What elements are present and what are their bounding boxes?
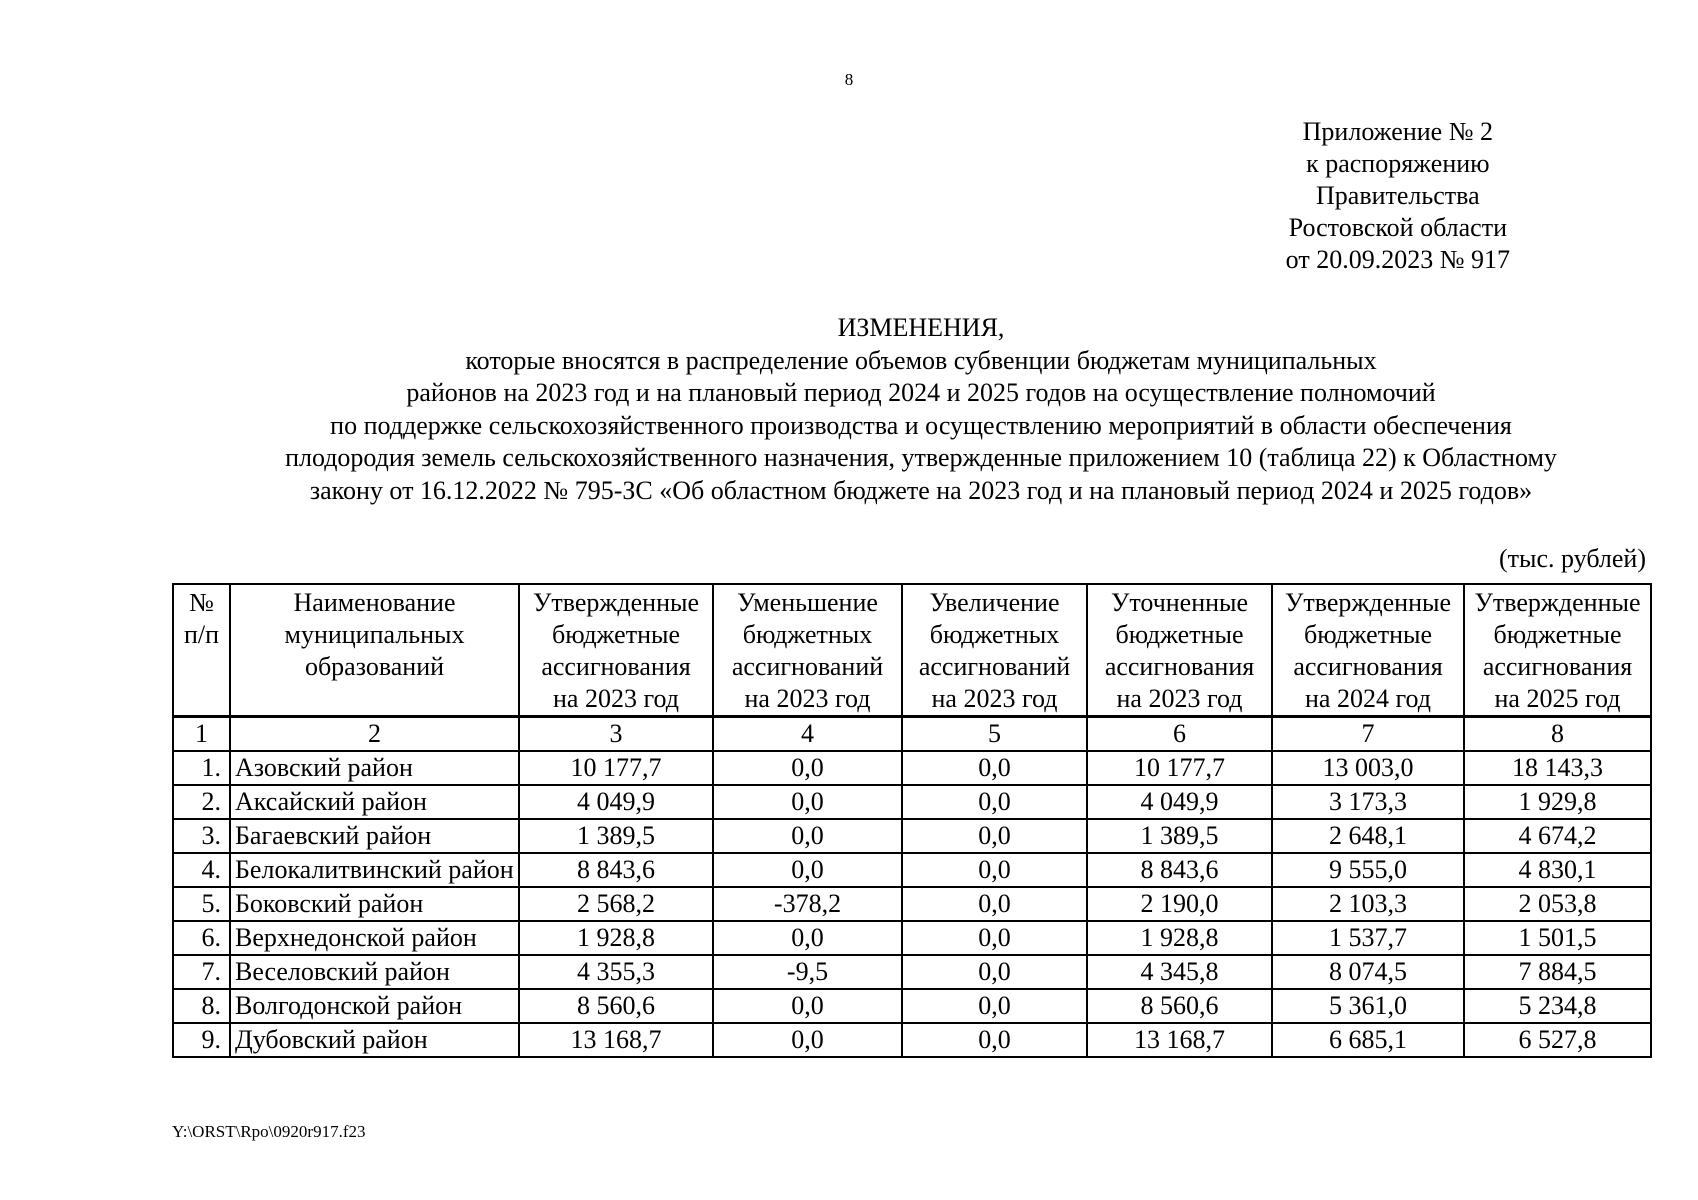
row-index: 1. [173, 751, 230, 785]
revised-2023-value: 8 560,6 [1087, 989, 1272, 1023]
heading-line: закону от 16.12.2022 № 795-ЗС «Об областном бюджете на 2023 год и на плановый период 2024 и 2025 годов» [309, 475, 1533, 505]
increase-2023-value: 0,0 [902, 921, 1087, 955]
increase-2023-value: 0,0 [902, 955, 1087, 989]
decrease-2023-value: -378,2 [713, 887, 902, 921]
header-text: образований [304, 652, 445, 681]
header-text: бюджетных [742, 620, 873, 649]
approved-2023-value: 1 389,5 [519, 819, 713, 853]
revised-2023-value: 1 389,5 [1087, 819, 1272, 853]
increase-2023-value: 0,0 [902, 751, 1087, 785]
approved-2024-value: 13 003,0 [1272, 751, 1464, 785]
increase-2023-value: 0,0 [902, 819, 1087, 853]
heading-title: ИЗМЕНЕНИЯ, [837, 313, 1005, 342]
row-index: 3. [173, 819, 230, 853]
header-text: бюджетные [551, 620, 680, 649]
header-text: бюджетные [1493, 620, 1622, 649]
row-index: 7. [173, 955, 230, 989]
page-number: 8 [844, 70, 854, 89]
table-row [173, 1023, 1651, 1057]
row-index: 8. [173, 989, 230, 1023]
header-text: ассигнования [1104, 652, 1255, 681]
header-text: Утвержденные [532, 588, 699, 617]
footer-file-path: Y:\ORST\Rpo\0920r917.f23 [172, 1122, 366, 1141]
table-row [173, 819, 1651, 853]
appendix-block [1286, 116, 1510, 276]
increase-2023-value: 0,0 [902, 785, 1087, 819]
municipality-name: Верхнедонской район [230, 921, 519, 955]
header-text: на 2023 год [931, 684, 1058, 713]
header-text: Уточненные [1110, 588, 1249, 617]
increase-2023-value: 0,0 [902, 1023, 1087, 1057]
header-text: п/п [183, 620, 220, 649]
approved-2025-value: 5 234,8 [1464, 989, 1651, 1023]
approved-2024-value: 8 074,5 [1272, 955, 1464, 989]
header-text: Увеличение [929, 588, 1060, 617]
municipality-name: Аксайский район [230, 785, 519, 819]
appendix-line: к распоряжению [1306, 149, 1490, 178]
revised-2023-value: 8 843,6 [1087, 853, 1272, 887]
approved-2023-value: 1 928,8 [519, 921, 713, 955]
heading-line: плодородия земель сельскохозяйственного назначения, утвержденные приложением 10 (таблица 22) к Областному [285, 443, 1557, 472]
budget-table [172, 583, 1652, 1058]
units-label: (тыс. рублей) [1498, 544, 1646, 573]
municipality-name: Веселовский район [230, 955, 519, 989]
approved-2024-value: 1 537,7 [1272, 921, 1464, 955]
table-row [173, 989, 1651, 1023]
header-row [173, 584, 1651, 717]
decrease-2023-value: 0,0 [713, 921, 902, 955]
appendix-line: Приложение № 2 [1302, 117, 1494, 146]
table-row [173, 921, 1651, 955]
header-cell-approved-2024 [1272, 584, 1464, 717]
approved-2024-value: 9 555,0 [1272, 853, 1464, 887]
column-number: 8 [1464, 717, 1651, 752]
approved-2025-value: 7 884,5 [1464, 955, 1651, 989]
document-heading [0, 312, 1698, 507]
approved-2023-value: 4 049,9 [519, 785, 713, 819]
increase-2023-value: 0,0 [902, 989, 1087, 1023]
approved-2023-value: 8 560,6 [519, 989, 713, 1023]
approved-2024-value: 2 648,1 [1272, 819, 1464, 853]
table-row [173, 751, 1651, 785]
increase-2023-value: 0,0 [902, 887, 1087, 921]
column-number-row [173, 717, 1651, 752]
header-cell-increase-2023 [902, 584, 1087, 717]
column-number: 1 [173, 717, 230, 752]
header-text: бюджетные [1303, 620, 1432, 649]
decrease-2023-value: 0,0 [713, 1023, 902, 1057]
approved-2023-value: 8 843,6 [519, 853, 713, 887]
revised-2023-value: 10 177,7 [1087, 751, 1272, 785]
approved-2024-value: 3 173,3 [1272, 785, 1464, 819]
header-text: на 2025 год [1494, 684, 1621, 713]
decrease-2023-value: -9,5 [713, 955, 902, 989]
revised-2023-value: 4 049,9 [1087, 785, 1272, 819]
header-cell-number [173, 584, 230, 717]
header-text: муниципальных [284, 620, 465, 649]
header-text: бюджетные [1115, 620, 1244, 649]
header-text: № [189, 588, 214, 617]
row-index: 6. [173, 921, 230, 955]
appendix-line: Ростовской области [1288, 213, 1507, 242]
approved-2024-value: 6 685,1 [1272, 1023, 1464, 1057]
decrease-2023-value: 0,0 [713, 989, 902, 1023]
row-index: 5. [173, 887, 230, 921]
column-number: 4 [713, 717, 902, 752]
table-row [173, 853, 1651, 887]
approved-2024-value: 2 103,3 [1272, 887, 1464, 921]
appendix-line: от 20.09.2023 № 917 [1285, 245, 1510, 274]
municipality-name: Белокалитвинский район [230, 853, 519, 887]
approved-2025-value: 4 674,2 [1464, 819, 1651, 853]
approved-2025-value: 1 929,8 [1464, 785, 1651, 819]
header-text: ассигнования [1293, 652, 1443, 681]
heading-line: районов на 2023 год и на плановый период 2024 и 2025 годов на осуществление полномочий [406, 378, 1436, 407]
approved-2025-value: 18 143,3 [1464, 751, 1651, 785]
table-row [173, 785, 1651, 819]
column-number: 5 [902, 717, 1087, 752]
decrease-2023-value: 0,0 [713, 819, 902, 853]
revised-2023-value: 4 345,8 [1087, 955, 1272, 989]
approved-2024-value: 5 361,0 [1272, 989, 1464, 1023]
decrease-2023-value: 0,0 [713, 785, 902, 819]
column-number: 6 [1087, 717, 1272, 752]
revised-2023-value: 2 190,0 [1087, 887, 1272, 921]
revised-2023-value: 13 168,7 [1087, 1023, 1272, 1057]
header-text: Утвержденные [1284, 588, 1451, 617]
header-text: на 2023 год [553, 684, 679, 713]
approved-2025-value: 2 053,8 [1464, 887, 1651, 921]
approved-2025-value: 6 527,8 [1464, 1023, 1651, 1057]
increase-2023-value: 0,0 [902, 853, 1087, 887]
header-cell-revised-2023 [1087, 584, 1272, 717]
approved-2025-value: 1 501,5 [1464, 921, 1651, 955]
approved-2023-value: 13 168,7 [519, 1023, 713, 1057]
approved-2025-value: 4 830,1 [1464, 853, 1651, 887]
header-text: Уменьшение [737, 588, 878, 617]
approved-2023-value: 4 355,3 [519, 955, 713, 989]
decrease-2023-value: 0,0 [713, 751, 902, 785]
municipality-name: Боковский район [230, 887, 519, 921]
column-number: 2 [230, 717, 519, 752]
header-cell-approved-2025 [1464, 584, 1651, 717]
row-index: 9. [173, 1023, 230, 1057]
header-cell-approved-2023 [519, 584, 713, 717]
column-number: 7 [1272, 717, 1464, 752]
heading-line: которые вносятся в распределение объемов субвенции бюджетам муниципальных [465, 345, 1377, 375]
revised-2023-value: 1 928,8 [1087, 921, 1272, 955]
municipality-name: Дубовский район [230, 1023, 519, 1057]
decrease-2023-value: 0,0 [713, 853, 902, 887]
header-cell-decrease-2023 [713, 584, 902, 717]
header-text: ассигнования [1482, 652, 1633, 681]
municipality-name: Азовский район [230, 751, 519, 785]
header-text: Утвержденные [1474, 588, 1641, 617]
row-index: 2. [173, 785, 230, 819]
header-text: Наименование [293, 588, 456, 617]
row-index: 4. [173, 853, 230, 887]
header-text: на 2023 год [1116, 684, 1243, 713]
header-text: на 2023 год [744, 684, 871, 713]
table-row [173, 887, 1651, 921]
table-row [173, 955, 1651, 989]
column-number: 3 [519, 717, 713, 752]
header-cell-name [230, 584, 519, 717]
approved-2023-value: 2 568,2 [519, 887, 713, 921]
heading-line: по поддержке сельскохозяйственного производства и осуществлению мероприятий в области обеспечения [330, 410, 1512, 440]
header-text: ассигнования [541, 652, 691, 681]
appendix-line: Правительства [1316, 181, 1480, 210]
municipality-name: Волгодонской район [230, 989, 519, 1023]
header-text: бюджетных [929, 620, 1060, 649]
header-text: ассигнований [918, 652, 1071, 681]
municipality-name: Багаевский район [230, 819, 519, 853]
header-text: ассигнований [731, 652, 884, 681]
header-text: на 2024 год [1305, 684, 1431, 713]
approved-2023-value: 10 177,7 [519, 751, 713, 785]
